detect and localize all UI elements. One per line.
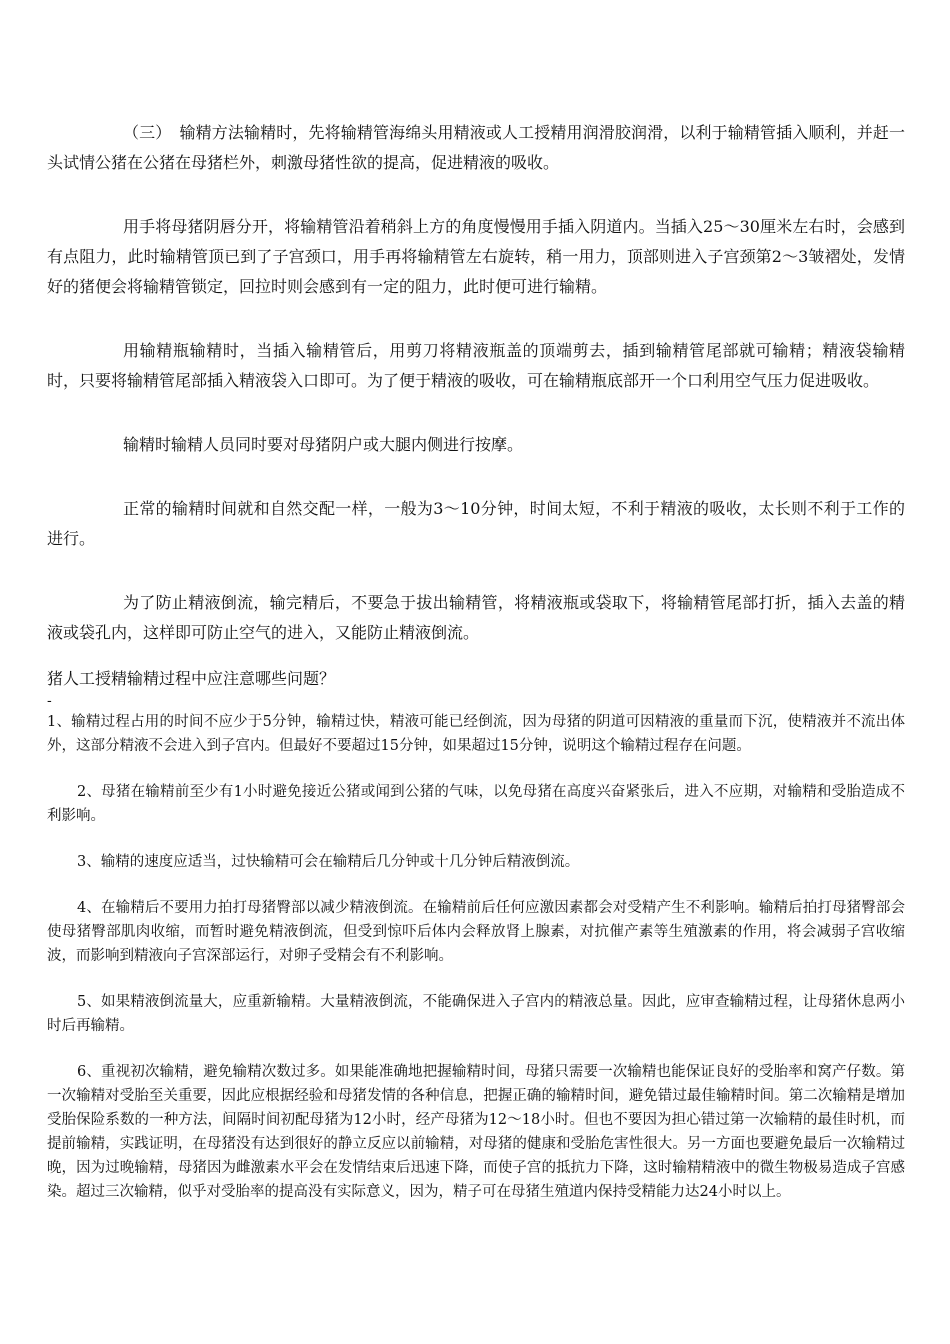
list-item-2: 2、母猪在输精前至少有1小时避免接近公猪或闻到公猪的气味，以免母猪在高度兴奋紧张后，进入不应期，对输精和受胎造成不利影响。 <box>47 784 905 824</box>
list-item-1: 1、输精过程占用的时间不应少于5分钟，输精过快，精液可能已经倒流，因为母猪的阴道可因精液的重量而下沉，使精液并不流出体外，这部分精液不会进入到子宫内。但最好不要超过15分钟，如果超过15分钟，说明这个输精过程存在问题。 <box>47 714 905 754</box>
paragraph-backflow: 为了防止精液倒流，输完精后，不要急于拔出输精管，将精液瓶或袋取下，将输精管尾部打折，插入去盖的精液或袋孔内，这样即可防止空气的进入，又能防止精液倒流。 <box>47 593 905 642</box>
list-item-6: 6、重视初次输精，避免输精次数过多。如果能准确地把握输精时间，母猪只需要一次输精也能保证良好的受胎率和窝产仔数。第一次输精对受胎至关重要，因此应根据经验和母猪发情的各种信息，把握正确的输精时间，避免错过最佳输精时间。第二次输精是增加受胎保险系数的一种方法，间隔时间初配母猪为12小时，经产母猪为12～18小时。但也不要因为担心错过第一次输精的最佳时机，而提前输精，实践证明，在母猪没有达到很好的静立反应以前输精，对母猪的健康和受胎危害性很大。另一方面也要避免最后一次输精过晚，因为过晚输精，母猪因为雌激素水平会在发情结束后迅速下降，而使子宫的抵抗力下降，这时输精精液中的微生物极易造成子宫感染。超过三次输精，似乎对受胎率的提高没有实际意义，因为，精子可在母猪生殖道内保持受精能力达24小时以上。 <box>47 1064 905 1200</box>
list-item-3: 3、输精的速度应适当，过快输精可会在输精后几分钟或十几分钟后精液倒流。 <box>77 854 580 870</box>
paragraph-bottle-bag: 用输精瓶输精时，当插入输精管后，用剪刀将精液瓶盖的顶端剪去，插到输精管尾部就可输精；精液袋输精时，只要将输精管尾部插入精液袋入口即可。为了便于精液的吸收，可在输精瓶底部开一个口利用空气压力促进吸收。 <box>47 341 905 390</box>
paragraph-massage: 输精时输精人员同时要对母猪阴户或大腿内侧进行按摩。 <box>123 435 524 454</box>
separator-dash: - <box>47 693 52 709</box>
list-item-4: 4、在输精后不要用力拍打母猪臀部以减少精液倒流。在输精前后任何应激因素都会对受精产生不利影响。输精后拍打母猪臀部会使母猪臀部肌肉收缩，而暂时避免精液倒流，但受到惊吓后体内会释放肾上腺素，对抗催产素等生殖激素的作用，将会减弱子宫收缩波，而影响到精液向子宫深部运行，对卵子受精会有不利影响。 <box>47 900 905 964</box>
document-section-insemination-method <box>47 118 905 682</box>
document-section-precautions <box>47 666 905 1226</box>
paragraph-duration: 正常的输精时间就和自然交配一样，一般为3～10分钟，时间太短，不利于精液的吸收，太长则不利于工作的进行。 <box>47 499 905 548</box>
list-item-5: 5、如果精液倒流量大，应重新输精。大量精液倒流，不能确保进入子宫内的精液总量。因此，应审查输精过程，让母猪休息两小时后再输精。 <box>47 994 905 1034</box>
section-heading: 猪人工授精输精过程中应注意哪些问题？ <box>47 669 336 688</box>
paragraph-insertion: 用手将母猪阴唇分开，将输精管沿着稍斜上方的角度慢慢用手插入阴道内。当插入25～30厘米左右时，会感到有点阻力，此时输精管顶已到了子宫颈口，用手再将输精管左右旋转，稍一用力，顶部则进入子宫颈第2～3皱褶处，发情好的猪便会将输精管锁定，回拉时则会感到有一定的阻力，此时便可进行输精。 <box>47 217 905 296</box>
paragraph-method-intro: （三） 输精方法输精时，先将输精管海绵头用精液或人工授精用润滑胶润滑，以利于输精管插入顺利，并赶一头试情公猪在公猪在母猪栏外，刺激母猪性欲的提高，促进精液的吸收。 <box>47 123 905 172</box>
